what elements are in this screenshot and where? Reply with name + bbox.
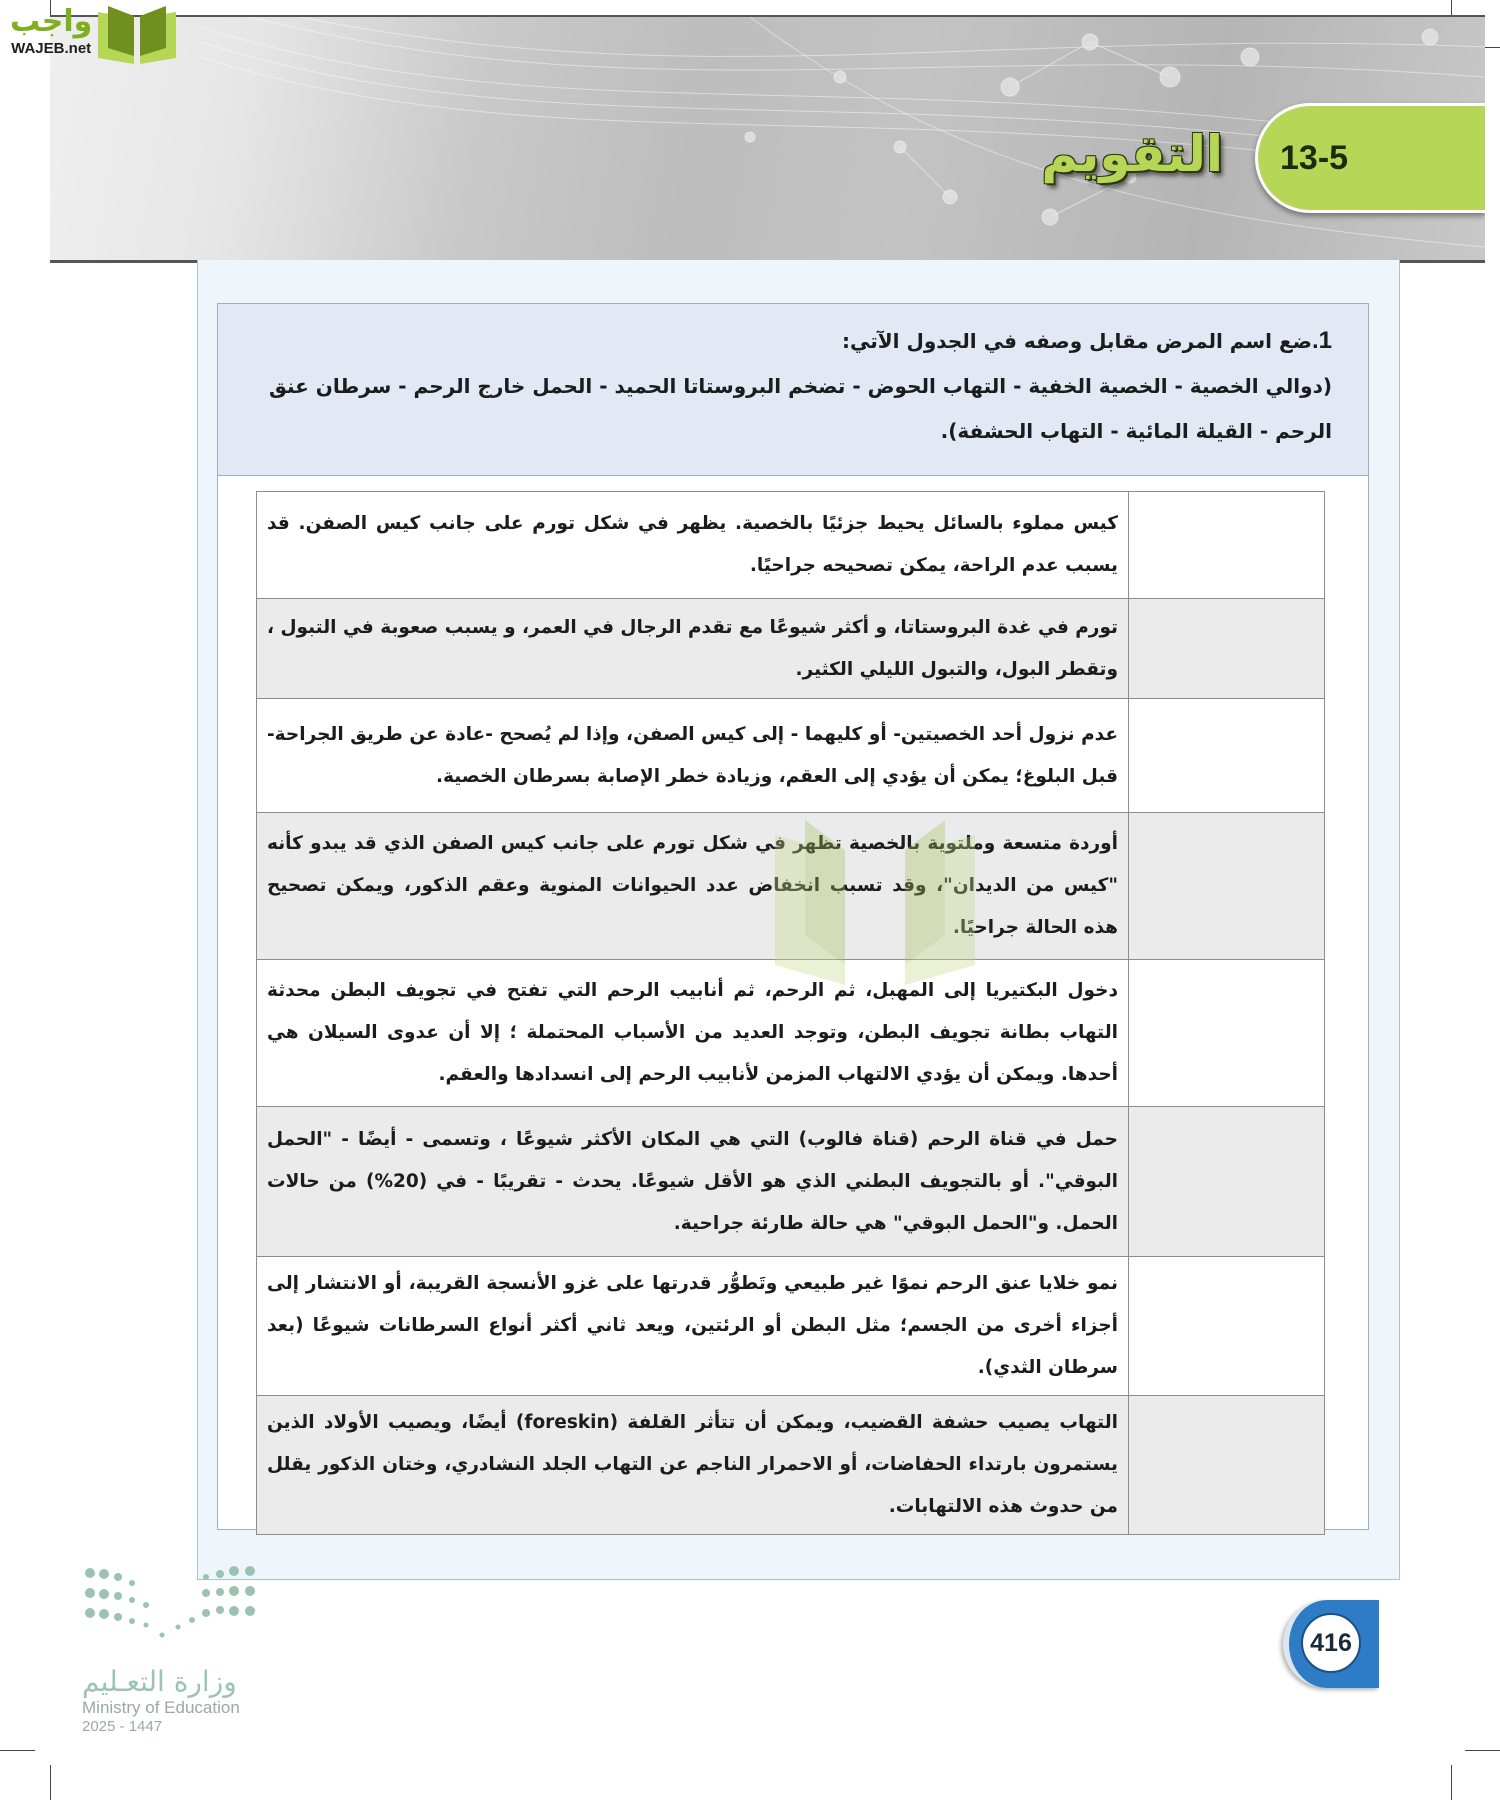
wajeb-logo-arabic: واجب <box>10 4 93 39</box>
question-number: 1. <box>1311 327 1332 354</box>
lesson-number: 13-5 <box>1280 138 1349 177</box>
answer-cell[interactable] <box>1129 599 1325 699</box>
answer-cell[interactable] <box>1129 1107 1325 1257</box>
section-title: التقويم <box>1041 125 1223 183</box>
ministry-of-education-logo <box>82 1565 272 1735</box>
crop-mark <box>1465 1750 1500 1751</box>
wajeb-logo-english: WAJEB.net <box>11 40 92 57</box>
description-cell: حمل في قناة الرحم (قناة فالوب) التي هي المكان الأكثر شيوعًا ، وتسمى - أيضًا - "الحمل البوقي". أو بالتجويف البطني الذي هو الأقل شيوعًا. يحدث - تقريبًا - في (20%) من حالات الحمل. و"الحمل البوقي" هي حالة طارئة جراحية. <box>257 1107 1129 1257</box>
table-row <box>257 1396 1325 1535</box>
table-row <box>257 1107 1325 1257</box>
table-row <box>257 599 1325 699</box>
question-prompt <box>254 318 1332 364</box>
question-header <box>218 304 1368 476</box>
answer-cell[interactable] <box>1129 1396 1325 1535</box>
ministry-name-arabic: وزارة التعـليم <box>82 1665 237 1698</box>
disease-matching-table <box>256 491 1325 1535</box>
ministry-name-english: Ministry of Education <box>82 1698 240 1717</box>
description-cell: عدم نزول أحد الخصيتين- أو كليهما - إلى كيس الصفن، وإذا لم يُصحح -عادة عن طريق الجراحة- قبل البلوغ؛ يمكن أن يؤدي إلى العقم، وزيادة خطر الإصابة بسرطان الخصية. <box>257 699 1129 813</box>
answer-cell[interactable] <box>1129 699 1325 813</box>
table-row <box>257 1257 1325 1396</box>
question-options: (دوالي الخصية - الخصية الخفية - التهاب الحوض - تضخم البروستاتا الحميد - الحمل خارج الرحم - سرطان عنق الرحم - القيلة المائية - التهاب الحشفة). <box>268 374 1332 443</box>
answer-cell[interactable] <box>1129 813 1325 960</box>
question-prompt-text: ضع اسم المرض مقابل وصفه في الجدول الآتي: <box>842 329 1312 353</box>
page-number: 416 <box>1301 1613 1361 1673</box>
ministry-dots-emblem <box>82 1565 262 1655</box>
book-icon <box>96 4 178 66</box>
table-row <box>257 699 1325 813</box>
description-cell: دخول البكتيريا إلى المهبل، ثم الرحم، ثم أنابيب الرحم التي تفتح في تجويف البطن محدثة التهاب بطانة تجويف البطن، وتوجد العديد من الأسباب المحتملة ؛ إلا أن عدوى السيلان هي أحدها. ويمكن أن يؤدي الالتهاب المزمن لأنابيب الرحم إلى انسدادها والعقم. <box>257 960 1129 1107</box>
description-cell: التهاب يصيب حشفة القضيب، ويمكن أن تتأثر القلفة (foreskin) أيضًا، ويصيب الأولاد الذين يستمرون بارتداء الحفاضات، أو الاحمرار الناجم عن التهاب الجلد النشادري، وختان الذكور يقلل من حدوث هذه الالتهابات. <box>257 1396 1129 1535</box>
answer-cell[interactable] <box>1129 960 1325 1107</box>
section-header-banner <box>50 15 1485 263</box>
crop-mark <box>50 1765 51 1800</box>
table-row <box>257 492 1325 599</box>
lesson-number-tab <box>1255 103 1485 213</box>
description-cell: تورم في غدة البروستاتا، و أكثر شيوعًا مع تقدم الرجال في العمر، و يسبب صعوبة في التبول ، وتقطر البول، والتبول الليلي الكثير. <box>257 599 1129 699</box>
crop-mark <box>1451 1765 1452 1800</box>
page-number-badge <box>1283 1600 1379 1688</box>
answer-cell[interactable] <box>1129 1257 1325 1396</box>
crop-mark <box>0 1750 35 1751</box>
description-cell: نمو خلايا عنق الرحم نموًا غير طبيعي وتَطوُّر قدرتها على غزو الأنسجة القريبة، أو الانتشار إلى أجزاء أخرى من الجسم؛ مثل البطن أو الرئتين، ويعد ثاني أكثر أنواع السرطانات شيوعًا (بعد سرطان الثدي). <box>257 1257 1129 1396</box>
description-cell: كيس مملوء بالسائل يحيط جزئيًا بالخصية. يظهر في شكل تورم على جانب كيس الصفن. قد يسبب عدم الراحة، يمكن تصحيحه جراحيًا. <box>257 492 1129 599</box>
wajeb-logo <box>10 4 178 66</box>
table-row <box>257 960 1325 1107</box>
table-row <box>257 813 1325 960</box>
answer-cell[interactable] <box>1129 492 1325 599</box>
description-cell: أوردة متسعة وملتوية بالخصية تظهر في شكل تورم على جانب كيس الصفن الذي قد يبدو كأنه "كيس من الديدان"، وقد تسبب انخفاض عدد الحيوانات المنوية وعقم الذكور، ويمكن تصحيح هذه الحالة جراحيًا. <box>257 813 1129 960</box>
academic-year: 2025 - 1447 <box>82 1718 163 1735</box>
